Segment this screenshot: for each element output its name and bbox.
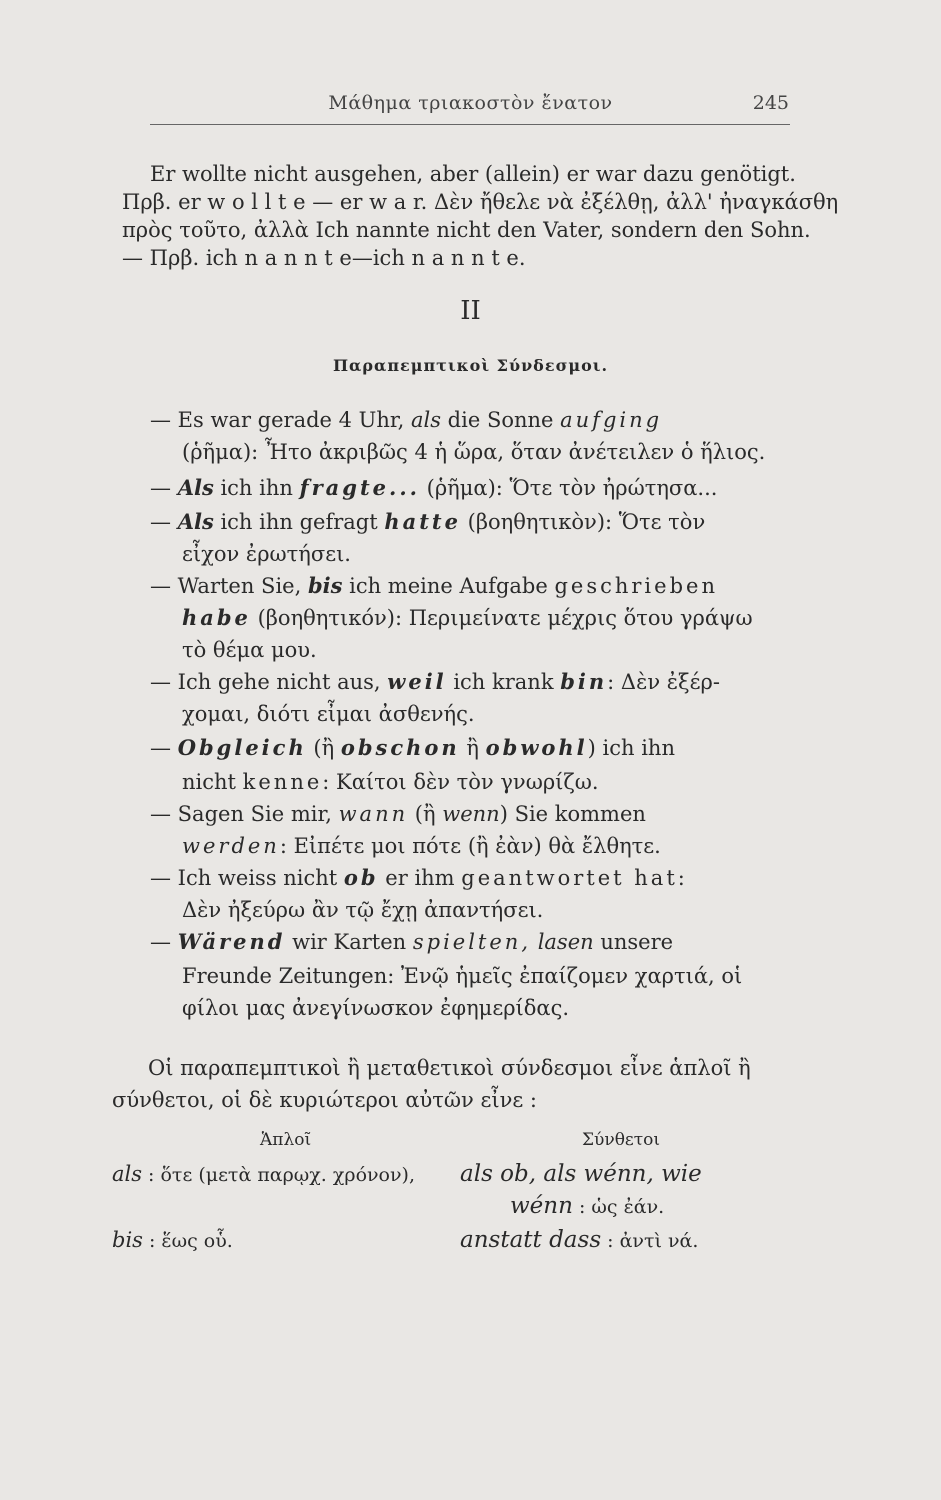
example-line: — Warten Sie, bis ich meine Aufgabe geschrieben [150,573,718,598]
example-line: — Ich weiss nicht ob er ihm geantwortet hat: [150,865,685,890]
example-line: — Als ich ihn fragte... (ῥῆμα): Ὅτε τὸν ἠρώτησα... [150,475,718,500]
compound-entry: als ob, als wénn, wie [460,1161,702,1187]
intro-line: πρὸς τοῦτο, ἀλλὰ Ich nannte nicht den Vater, sondern den Sohn. [122,218,811,242]
example-line: Freunde Zeitungen: Ἐνῷ ἡμεῖς ἐπαίζομεν χαρτιά, οἱ [182,964,743,988]
summary-line: σύνθετοι, οἱ δὲ κυριώτεροι αὐτῶν εἶνε : [112,1088,538,1112]
example-line: φίλοι μας ἀνεγίνωσκον ἐφημερίδας. [182,996,570,1020]
example-line: (ῥῆμα): Ἦτο ἀκριβῶς 4 ἡ ὥρα, ὅταν ἀνέτειλεν ὁ ἥλιος. [182,440,766,464]
column-head-compound: Σύνθετοι [582,1130,661,1150]
header-rule [150,124,790,125]
summary-line: Οἱ παραπεμπτικοὶ ἢ μεταθετικοὶ σύνδεσμοι εἶνε ἁπλοῖ ἢ [148,1056,751,1080]
example-line: werden: Εἰπέτε μοι πότε (ἢ ἐὰν) θὰ ἔλθητε. [182,834,661,858]
intro-line: Πρβ. er w o l l t e — er w a r. Δὲν ἤθελε νὰ ἐξέλθῃ, ἀλλ' ἠναγκάσθη [122,190,839,214]
example-line: — Ich gehe nicht aus, weil ich krank bin: Δὲν ἐξέρ- [150,669,720,694]
compound-entry: wénn : ὡς ἐάν. [510,1193,665,1219]
example-line: τὸ θέμα μου. [182,638,317,662]
example-line: habe (βοηθητικόν): Περιμείνατε μέχρις ὅτου γράψω [182,605,753,630]
example-line: — Es war gerade 4 Uhr, als die Sonne aufging [150,408,663,432]
example-line: εἶχον ἐρωτήσει. [182,542,351,566]
compound-entry: anstatt dass : ἀντὶ νά. [460,1227,699,1253]
section-title: Παραπεμπτικοὶ Σύνδεσμοι. [332,356,609,375]
intro-line: — Πρβ. ich n a n n t e—ich n a n n t e. [122,246,526,270]
page-number: 245 [752,92,789,114]
simple-entry: bis : ἕως οὗ. [112,1228,233,1252]
running-title: Μάθημα τριακοστὸν ἔνατον [328,92,613,114]
example-line: — Sagen Sie mir, wann (ἢ wenn) Sie kommen [150,802,646,826]
example-line: Δὲν ἠξεύρω ἂν τῷ ἔχῃ ἀπαντήσει. [182,898,544,922]
section-number: II [460,296,481,326]
simple-entry: als : ὅτε (μετὰ παρῳχ. χρόνον), [112,1162,416,1186]
intro-line: Er wollte nicht ausgehen, aber (allein) er war dazu genötigt. [150,162,796,186]
example-line: — Obgleich (ἢ obschon ἢ obwohl) ich ihn [150,735,675,760]
column-head-simple: Ἁπλοῖ [260,1130,312,1150]
example-line: — Wärend wir Karten spielten, lasen unsere [150,929,674,954]
example-line: χομαι, διότι εἶμαι ἀσθενής. [182,702,475,726]
example-line: nicht kenne: Καίτοι δὲν τὸν γνωρίζω. [182,770,599,794]
example-line: — Als ich ihn gefragt hatte (βοηθητικὸν): Ὅτε τὸν [150,509,706,534]
